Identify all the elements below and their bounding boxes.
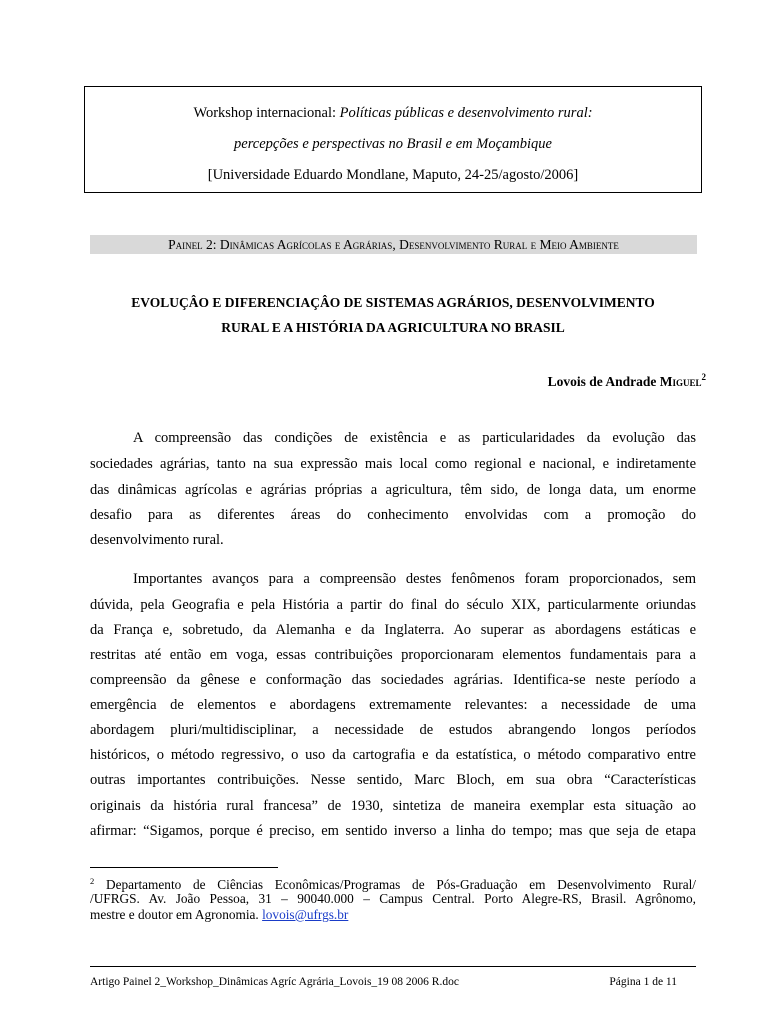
footer-separator [90, 966, 696, 967]
body-line: históricos, o método regressivo, o uso da cartografia e da estatística, o método comparativo entre [90, 747, 696, 763]
author-name [548, 372, 706, 390]
panel-heading: Painel 2: Dinâmicas Agrícolas e Agrárias, Desenvolvimento Rural e Meio Ambiente [90, 235, 697, 254]
body-line: desafio para as diferentes áreas do conhecimento envolvidas com a promoção do [90, 507, 696, 523]
body-line: A compreensão das condições de existência e as particularidades da evolução das [133, 430, 696, 446]
workshop-title-prefix: Workshop internacional: [193, 105, 340, 121]
footnote-line [90, 873, 696, 890]
author-given-name: Lovois de Andrade [547, 374, 660, 389]
author-footnote-mark: 2 [701, 372, 706, 382]
article-title-line-1: EVOLUÇÂO E DIFERENCIAÇÂO DE SISTEMAS AGRÁRIOS, DESENVOLVIMENTO [131, 295, 655, 310]
workshop-venue: [Universidade Eduardo Mondlane, Maputo, 24-25/agosto/2006] [207, 167, 579, 183]
author-surname: Miguel [659, 374, 702, 389]
body-line: abordagem pluri/multidisciplinar, a necessidade de estudos abrangendo longos períodos [90, 722, 696, 738]
footnote-text: mestre e doutor em Agronomia. [90, 907, 263, 922]
body-line: originais da história rural francesa” de 1930, sintetiza de maneira exemplar esta situação ao [90, 798, 696, 814]
workshop-title-line [85, 105, 701, 122]
body-line: compreensão da gênese e conformação das sociedades agrárias. Identifica-se neste período a [90, 672, 696, 688]
footnote-text: Departamento de Ciências Econômicas/Programas de Pós-Graduação em Desenvolvimento Rural/ [94, 877, 696, 892]
footnote-line [90, 906, 696, 923]
email-link[interactable]: lovois@ufrgs.br [262, 907, 349, 922]
footnote-mark: 2 [90, 876, 95, 886]
workshop-subtitle: percepções e perspectivas no Brasil e em Moçambique [234, 136, 552, 152]
footnote-separator [90, 867, 278, 868]
body-line: da França e, sobretudo, da Alemanha e da Inglaterra. Ao superar as abordagens estáticas e [90, 622, 696, 638]
workshop-title-italic: Políticas públicas e desenvolvimento rural: [339, 105, 593, 121]
body-line: outras importantes contribuições. Nesse sentido, Marc Bloch, em sua obra “Características [90, 772, 696, 788]
body-line: restritas até então em voga, essas contribuições proporcionaram elementos fundamentais para a [90, 647, 696, 663]
body-line: das dinâmicas agrícolas e agrárias próprias a agricultura, têm sido, de longa data, um enorme [90, 482, 696, 498]
body-line: sociedades agrárias, tanto na sua expressão mais local como regional e nacional, e indiretamente [90, 456, 696, 472]
body-line: Importantes avanços para a compreensão destes fenômenos foram proporcionados, sem [133, 571, 696, 587]
footer-filename: Artigo Painel 2_Workshop_Dinâmicas Agríc Agrária_Lovois_19 08 2006 R.doc [90, 976, 459, 988]
footnote-line: /UFRGS. Av. João Pessoa, 31 – 90040.000 – Campus Central. Porto Alegre-RS, Brasil. Agrônomo, [90, 891, 696, 906]
footer-page-number: Página 1 de 11 [609, 976, 677, 988]
body-line: emergência de elementos e abordagens extremamente relevantes: a necessidade de uma [90, 697, 696, 713]
body-line: dúvida, pela Geografia e pela História a partir do final do século XIX, particularmente oriundas [90, 597, 696, 613]
workshop-header-box [84, 86, 702, 193]
body-line: afirmar: “Sigamos, porque é preciso, em sentido inverso a linha do tempo; mas que seja de etapa [90, 823, 696, 839]
article-title-line-2: RURAL E A HISTÓRIA DA AGRICULTURA NO BRASIL [221, 320, 565, 335]
body-line: desenvolvimento rural. [90, 532, 224, 548]
